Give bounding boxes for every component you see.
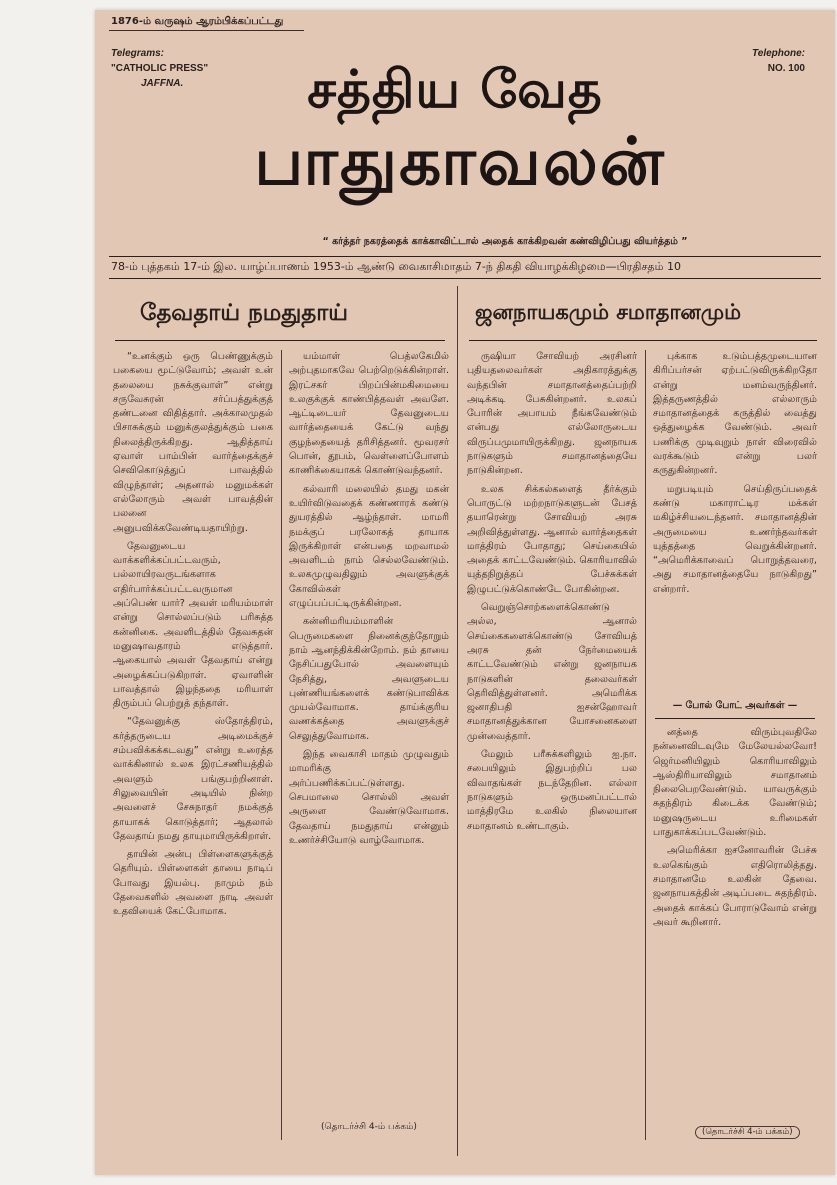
telegrams-block: [111, 46, 208, 91]
founded-rule: [109, 30, 304, 31]
dateline-bottom-rule: [109, 278, 821, 279]
masthead-line1: சத்திய வேத: [307, 60, 603, 120]
telephone-label: Telephone:: [752, 48, 805, 59]
paragraph: புக்காக உடும்பத்தமுடையான கிரிப்பர்சன் ஏற்பட்டுவிருக்கிறதோ என்று மனம்வருந்தினர். இத்தருணத்தில் எல்லாரும் சமாதானத்தைக் கருத்தில் வைத்து ஒத்துழைக்க வேண்டும். அவர் பணிக்கு முடிவுறும் நாள் விரைவில் வரக்கூடும் என்று பலர் கருதுகின்றனர்.: [653, 351, 817, 477]
right-headline: ஜனநாயகமும் சமாதானமும்: [475, 300, 742, 324]
article-column-1: [113, 350, 273, 1140]
telephone-number: NO. 100: [767, 63, 805, 74]
article-column-4-top: [653, 350, 817, 690]
paragraph: “உனக்கும் ஒரு பெண்ணுக்கும் பகையை மூட்டுவோம்; அவள் உன் தலையை நசுக்குவாள்” என்று சருவேசுரன் சர்ப்பத்துக்குத் தண்டனை விதித்தார். அக்காலமுதல் பிசாசுக்கும் மனுக்குலத்துக்கும் பகை நிலைத்திருக்கிறது. ஆதித்தாய் ஏவாள் பாம்பின் வார்த்தைக்குச் செவிகொடுத்துப் பாவத்தில் விழுந்தாள்; அதனால் மனுமக்கள் எல்லோரும் அவள் பாவத்தின் பலனை அனுபவிக்கவேண்டியதாயிற்று.: [113, 351, 273, 534]
continued-notice: (தொடர்ச்சி 4-ம் பக்கம்): [321, 1122, 417, 1132]
paragraph: வெறுஞ்சொற்களைக்கொண்டு அல்ல, ஆனால் செய்கைகளைக்கொண்டு சோவியத் அரசு தன் நேர்மையைக் காட்டவேண்டும் என்று ஜனநாயக நாடுகளின் தலைவர்கள் தெரிவித்துள்ளனர். அமெரிக்க ஜனாதிபதி ஐசன்ஹோவர் சமாதானத்துக்கான யோசனைகளை முன்வைத்தார்.: [467, 602, 637, 742]
telegrams-name: "CATHOLIC PRESS": [111, 63, 209, 74]
paragraph: மறுபடியும் செய்திருப்பதைக் கண்டு மகாராட்டிர மக்கள் மகிழ்ச்சியடைந்தனர். சமாதானத்தின் அருமையை உணர்ந்தவர்கள் யுத்தத்தை வெறுக்கின்றனர். “அமெரிக்காவைப் பொறுத்தவரை, அது சமாதானத்தையே நாடுகிறது” என்றார்.: [653, 483, 817, 595]
paragraph: தேவனுடைய வாக்களிக்கப்பட்டவரும், பல்லாயிரவருடங்களாக எதிர்பார்க்கப்பட்டவருமான அப்பெண் யார்? அவள் மரியம்மாள் என்று சொல்லப்படும் பரிசுத்த கன்னிகை. அவளிடத்தில் தேவசுதன் மனுஷாவதாரம் எடுத்தார். ஆகையால் அவள் தேவதாய் என்று அழைக்கப்படுகிறாள். ஏவாளின் பாவத்தால் இழந்ததை மரியாள் திரும்பப் பெற்றுத் தந்தாள்.: [113, 540, 273, 710]
paragraph: அமெரிக்கா ஐசனோவரின் பேச்சு உலகெங்கும் எதிரொலித்தது. சமாதானமே உலகின் தேவை. ஜனநாயகத்தின் அடிப்படை சுதந்திரம். அதைக் காக்கப் போராடுவோம் என்று அவர் கூறினார்.: [653, 845, 817, 928]
paragraph: இந்த வைகாசி மாதம் முழுவதும் மாமரிக்கு அர்ப்பணிக்கப்பட்டுள்ளது. செபமாலை சொல்லி அவள் அருளை வேண்டுவோமாக. தேவதாய் நமதுதாய் என்னும் உணர்ச்சியோடு வாழ்வோமாக.: [289, 749, 449, 846]
founded-notice: 1876-ம் வருஷம் ஆரம்பிக்கப்பட்டது: [111, 16, 284, 27]
paragraph: உலக சிக்கல்களைத் தீர்க்கும் பொருட்டு மற்றநாடுகளுடன் பேசத் தயாரென்று சோவியற் அரசு அறிவித்துள்ளது. ஆனால் வார்த்தைகள் மாத்திரம் போதாது; செய்கையில் அதைக் காட்டவேண்டும். கொரியாவில் யுத்தநிறுத்தப் பேச்சுக்கள் இழுபட்டுக்கொண்டே போகின்றன.: [467, 483, 637, 595]
masthead-line2: பாதுகாவலன்: [254, 123, 666, 200]
telegrams-city: JAFFNA.: [141, 78, 184, 89]
paragraph: ருஷியா சோவியற் அரசினர் புதியதலைவர்கள் அதிகாரத்துக்கு வந்தபின் சமாதானத்தைப்பற்றி அடிக்கடி பேசுகின்றனர். உலகப் போரின் அபாயம் நீங்கவேண்டும் என்பது எல்லோருடைய விருப்பமுமாயிருக்கிறது. ஜனநாயக நாடுகளும் சமாதானத்தையே நாடுகின்றன.: [467, 351, 637, 477]
column-divider: [281, 350, 282, 1140]
byline: — போல் போட் அவர்கள் —: [672, 700, 798, 711]
paragraph: யம்மாள் பெத்லகேமில் அற்புதமாகவே பெற்றெடுக்கின்றாள். இரட்சகர் பிறப்பின்மகிமையை உலகுக்குக் காண்பித்தவள் அவளே. ஆட்டிடையர் தேவனுடைய வார்த்தையைக் கேட்டு வந்து குழந்தையைத் தரிசித்தனர். மூவரசர் பொன், தூபம், வெள்ளைப்போளம் காணிக்கையாகக் கொண்டுவந்தனர்.: [289, 351, 449, 477]
center-column-divider: [457, 286, 458, 1156]
column-divider: [645, 350, 646, 1140]
paragraph: கன்னிமரியம்மாளின் பெருமைகளை நினைக்குந்தோறும் நாம் ஆனந்திக்கின்றோம். நம் தாயை நேசிப்பதுபோல் அவளையும் நேசித்து, அவளுடைய புண்ணியங்களைக் கண்டுபாவிக்க முயல்வோமாக. தாய்க்குரிய வணக்கத்தை அவளுக்குச் செலுத்துவோமாக.: [289, 616, 449, 742]
paragraph: கல்வாரி மலையில் தமது மகன் உயிர்விடுவதைக் கண்ணாரக் கண்டு துயரத்தில் ஆழ்ந்தாள். மாமரி நமக்குப் பரலோகத் தாயாக இருக்கிறாள் என்பதை மறவாமல் அவளிடம் நாம் செல்லவேண்டும். உலகமுழுவதிலும் அவளுக்குக் கோவில்கள் எழுப்பப்பட்டிருக்கின்றன.: [289, 483, 449, 610]
paragraph: “தேவனுக்கு ஸ்தோத்திரம், கர்த்தருடைய அடிமைக்குச் சம்பவிக்கக்கடவது” என்று உரைத்த வாக்கினால் உலக இரட்சணியத்தில் அவளும் பங்குபற்றினாள். சிலுவையின் அடியில் நின்ற அவளைச் சேசுநாதர் நமக்குத் தாயாகக் கொடுத்தார்; ஆதலால் தேவதாய் நமது தாயுமாயிருக்கிறாள்.: [113, 716, 273, 842]
continued-notice-box: (தொடர்ச்சி 4-ம் பக்கம்): [695, 1126, 800, 1139]
paragraph: தாயின் அன்பு பிள்ளைகளுக்குத் தெரியும். பிள்ளைகள் தாயை நாடிப் போவது இயல்பு. நாமும் நம் தேவைகளில் அவளை நாடி அவள் உதவியைக் கேட்போமாக.: [113, 849, 273, 918]
article-column-3: [467, 350, 637, 1140]
telegrams-label: Telegrams:: [111, 48, 164, 59]
paragraph: னத்தை விரும்புவதிலே நன்னைவிடவுமே மேலேயல்லவோ! ஜெர்மனியிலும் கொரியாவிலும் ஆஸ்திரியாவிலும் சமாதானம் நிலைபெறவேண்டும். யாவருக்கும் சுதந்திரம் கிடைக்க வேண்டும்; மனுஷருடைய உரிமைகள் பாதுகாக்கப்படவேண்டும்.: [653, 727, 817, 839]
byline-rule: [655, 718, 815, 719]
right-headline-rule: [469, 340, 817, 341]
article-column-2: [289, 350, 449, 1110]
newspaper-page: [95, 10, 835, 1175]
paragraph: மேலும் பரீசுக்களிலும் ஐ.நா. சபையிலும் இதுபற்றிப் பல விவாதங்கள் நடந்தேறின. எல்லா நாடுகளும் ஒருமனப்பட்டால் மாத்திரமே உலகில் நிலையான சமாதானம் உண்டாகும்.: [467, 749, 637, 832]
dateline: 78-ம் புத்தகம் 17-ம் இல. யாழ்ப்பாணம் 1953-ம் ஆண்டு வைகாசிமாதம் 7-ந் திகதி வியாழக்கிழமை—பிரதிசதம் 10: [111, 260, 681, 273]
motto: “ கர்த்தர் நகரத்தைக் காக்காவிட்டால் அதைக் காக்கிறவன் கண்விழிப்பது வியர்த்தம் ”: [322, 236, 688, 247]
left-headline: தேவதாய் நமதுதாய்: [140, 300, 348, 326]
article-column-4-bottom: [653, 726, 817, 1116]
dateline-top-rule: [109, 256, 821, 257]
telephone-block: [752, 46, 805, 76]
left-headline-rule: [115, 340, 445, 341]
